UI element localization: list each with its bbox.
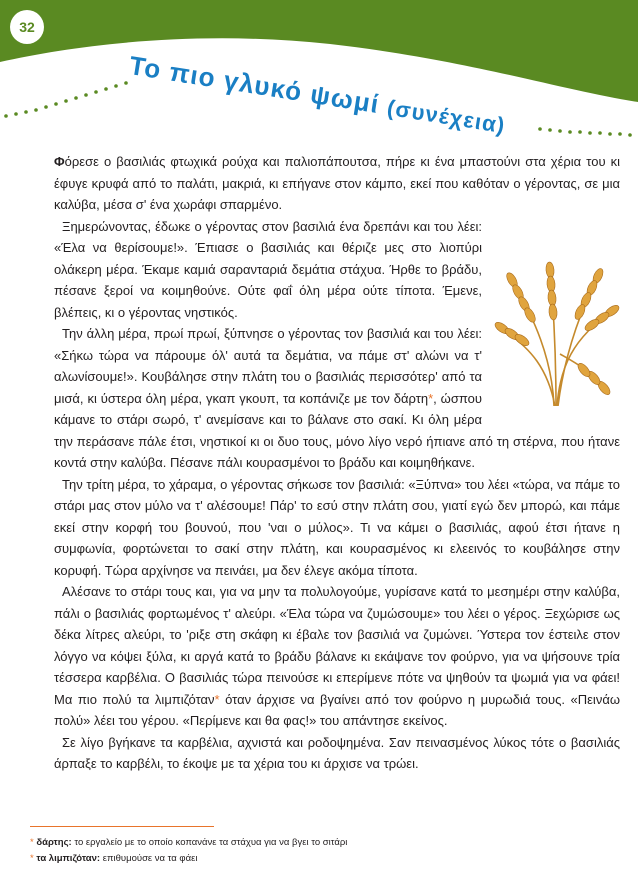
footnote-divider [30,826,214,827]
page-header [0,0,638,160]
paragraph-4: Την τρίτη μέρα, το χάραμα, ο γέροντας σήκωσε τον βασιλιά: «Ξύπνα» του λέει «τώρα, να πάμε το στάρι μας στον μύλο να τ' αλέσουμε! Πάρ' το εσύ στην πλάτη σου, γιατί εγώ δεν μπορώ, και πάμε εκεί στην κορφή του βουνού, που 'ναι ο μύλος». Τι να κάμει ο βασιλιάς, αφού έτσι ήτανε η συμφωνία, φορτώνεται το σακί στην πλάτη, και κουρασμένος κι ελεεινός το κουβάλησε στην κορυφή. Τώρα αρχίνησε να πεινάει, μα δεν έλεγε ακόμα τίποτα. [54,476,620,578]
footnote-2-mark: * [30,853,34,864]
story-text [54,151,620,775]
footnote-1-mark: * [30,837,34,848]
paragraph-2: Ξημερώνοντας, έδωκε ο γέροντας στον βασιλιά ένα δρεπάνι και του λέει: «Έλα να θερίσουμε!». Έπιασε ο βασιλιάς και θέριζε μες στο λιοπύρι ολάκερη μέρα. Έκαμε καμιά σαρανταριά δεμάτια στάχυα. Ήρθε το βράδυ, πέσανε ξεροί να κοιμηθούνε. Ούτε φαΐ όλη μέρα ούτε τίποτα. Έμενε, βλέπεις, κι ο γέροντας νηστικός. [54,218,482,320]
footnote-1-definition: το εργαλείο με το οποίο κοπανάνε τα στάχυα για να βγει το σιτάρι [74,837,348,848]
drop-letter: Φ [54,154,65,169]
wheat-grains [494,261,620,396]
dotted-line-left [4,81,128,118]
page-number: 32 [10,10,44,44]
footnote-2-definition: επιθυμούσε να τα φάει [102,853,198,864]
paragraph-5-after: όταν άρχισε να βγαίνει από τον φούρνο η μυρωδιά τους. «Πεινάω πολύ» λέει του γέρου. «Περίμενε και θα φας!» του απάντησε εκείνος. [54,691,620,728]
footnote-2-term: τα λιμπιζόταν: [36,853,101,864]
paragraph-5 [54,581,620,732]
paragraph-5-before: Αλέσανε το στάρι τους και, για να μην τα πολυλογούμε, γυρίσανε κατά το μεσημέρι στην καλύβα, πάλι ο βασιλιάς φορτωμένος τ' αλεύρι. «Έλα τώρα να ζυμώσουμε» του λέει ο γέρος. Ξεχώρισε ως δέκα λίτρες αλεύρι, το 'ριξε στη σκάφη κι έβαλε τον βασιλιά να ζυμώνει. Ύστερα τον έστειλε στον λόγγο να κόψει ξύλα, κι αργά κατά το βράδυ βάλανε κι εκάψανε τον φούρνο, για να ψήσουνε τρία τέσσερα καρβέλια. Ο βασιλιάς τώρα πεινούσε κι επερίμενε πότε να ψηθούν τα ψωμιά για να φάει! Μα πιο πολύ τα λιμπιζόταν [54,584,620,707]
paragraph-1-text: όρεσε ο βασιλιάς φτωχικά ρούχα και παλιοπάπουτσα, πήρε κι ένα μπαστούνι στα χέρια του κι έφυγε κρυφά από το παλάτι, μακριά, κι επήγανε στον κάμπο, εκεί που καθόταν ο γέροντας, σε μια καλύβα, μέσα σ' ένα χωράφι σπαρμένο. [54,154,620,212]
paragraph-3-after: , ώσπου κάμανε το στάρι σωρό, τ' ανεμίσανε και το βάλανε στο σακί. Κι όλη μέρα την περάσανε πάλε έτσι, νηστικοί κι οι δυο τους, μόνο λίγο νερό ήπιανε από τη στέρνα, που ήτανε κοντά στην καλύβα. Πέσανε πάλι κουρασμένοι το βράδυ και κοιμηθήκανε. [54,390,620,470]
title-subtitle: (συνέχεια) [385,94,508,139]
footnote-1 [30,835,347,851]
footnotes [30,835,347,867]
title-main: Το πιο γλυκό ψωμί [127,50,382,120]
wheat-illustration [494,258,620,406]
footnote-1-term: δάρτης: [36,837,72,848]
dotted-line-right [538,127,632,137]
footnote-mark-2: * [214,691,220,707]
footnote-mark-1: * [428,390,434,406]
paragraph-1 [54,151,620,216]
paragraph-6: Σε λίγο βγήκανε τα καρβέλια, αχνιστά και ροδοψημένα. Σαν πεινασμένος λύκος τότε ο βασιλιάς άρπαξε το καρβέλι, το έκοψε με τα χέρια του κι άρχισε να τρώει. [54,734,620,771]
footnote-2 [30,851,347,867]
paragraph-3-before: Την άλλη μέρα, πρωί πρωί, ξύπνησε ο γέροντας τον βασιλιά και του λέει: «Σήκω τώρα να πάρουμε όλ' αυτά τα δεμάτια, να πάμε στ' αλώνι να τ' αλωνίσουμε!». Κουβάλησε στην πλάτη του ο βασιλιάς περισσότερ' από τα μισά, κι ύστερα όλη μέρα, γκαπ γκουπ, τα κοπάνιζε με τον δάρτη [54,326,482,406]
